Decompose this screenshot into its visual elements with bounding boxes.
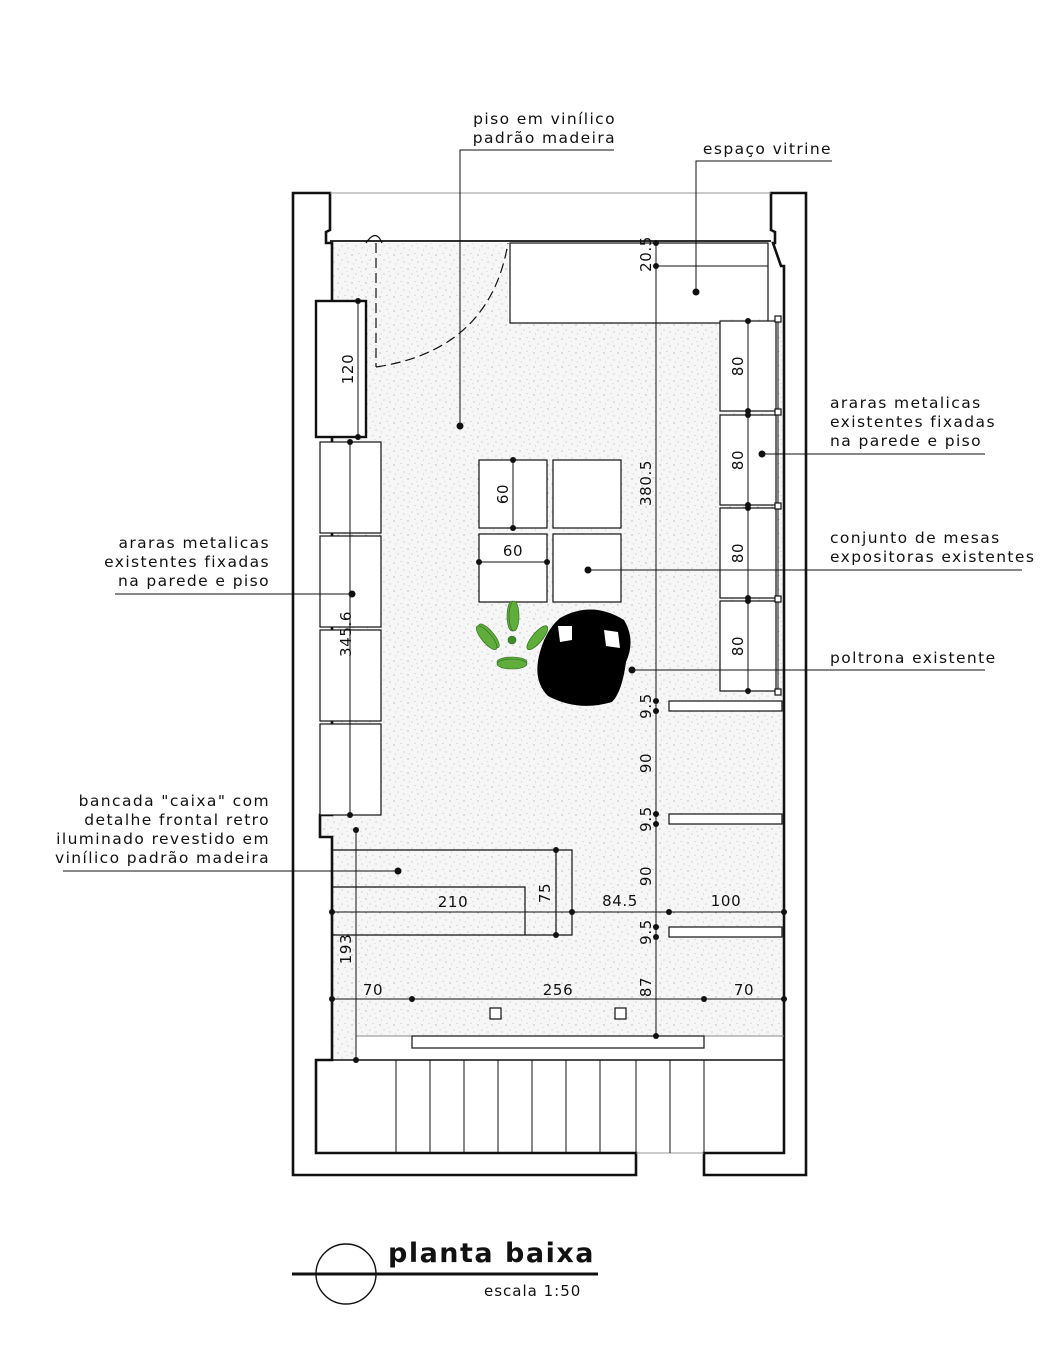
- dim-70-left: 70: [362, 981, 384, 999]
- dim-9-5-c: 9.5: [637, 919, 655, 945]
- stairs: [396, 1060, 704, 1153]
- label-racks-left-3: na parede e piso: [117, 572, 270, 590]
- dim-345-6: 345.6: [337, 611, 355, 657]
- label-tables-2: expositoras existentes: [830, 548, 1036, 566]
- dim-87: 87: [637, 976, 655, 998]
- label-racks-left-1: araras metalicas: [118, 534, 270, 552]
- label-tables-1: conjunto de mesas: [830, 529, 1001, 547]
- dim-rack-80-3: 80: [729, 542, 747, 564]
- dim-9-5-a: 9.5: [637, 693, 655, 719]
- dim-100: 100: [710, 892, 742, 910]
- dim-20-5: 20.5: [637, 236, 655, 272]
- label-floor-line2: padrão madeira: [472, 129, 616, 147]
- drawing-title: planta baixa: [388, 1238, 595, 1269]
- label-racks-right-1: araras metalicas: [830, 394, 982, 412]
- label-counter-1: bancada "caixa" com: [78, 792, 270, 810]
- dim-table-60-horizontal: 60: [502, 542, 524, 560]
- dim-84-5: 84.5: [602, 892, 638, 910]
- label-showcase: espaço vitrine: [702, 140, 832, 158]
- dim-90-b: 90: [637, 865, 655, 887]
- dim-70-right: 70: [733, 981, 755, 999]
- label-racks-left-2: existentes fixadas: [104, 553, 270, 571]
- dim-193: 193: [337, 933, 355, 965]
- dim-256: 256: [542, 981, 574, 999]
- label-racks-right-3: na parede e piso: [830, 432, 983, 450]
- dim-table-60-vertical: 60: [494, 483, 512, 505]
- dim-120: 120: [339, 353, 357, 385]
- label-counter-2: detalhe frontal retro: [84, 811, 270, 829]
- title-block: [388, 1238, 595, 1300]
- dim-75: 75: [536, 882, 554, 904]
- dim-90-a: 90: [637, 752, 655, 774]
- dim-rack-80-1: 80: [729, 355, 747, 377]
- label-counter-4: vinílico padrão madeira: [55, 849, 270, 867]
- dim-rack-80-2: 80: [729, 449, 747, 471]
- dim-210: 210: [437, 893, 469, 911]
- dim-380-5: 380.5: [637, 460, 655, 506]
- label-floor-line1: piso em vinílico: [473, 110, 616, 128]
- dim-9-5-b: 9.5: [637, 806, 655, 832]
- dim-rack-80-4: 80: [729, 635, 747, 657]
- drawing-scale: escala 1:50: [484, 1282, 582, 1300]
- label-armchair: poltrona existente: [830, 649, 997, 667]
- label-racks-right-2: existentes fixadas: [830, 413, 996, 431]
- label-counter-3: iluminado revestido em: [56, 830, 270, 848]
